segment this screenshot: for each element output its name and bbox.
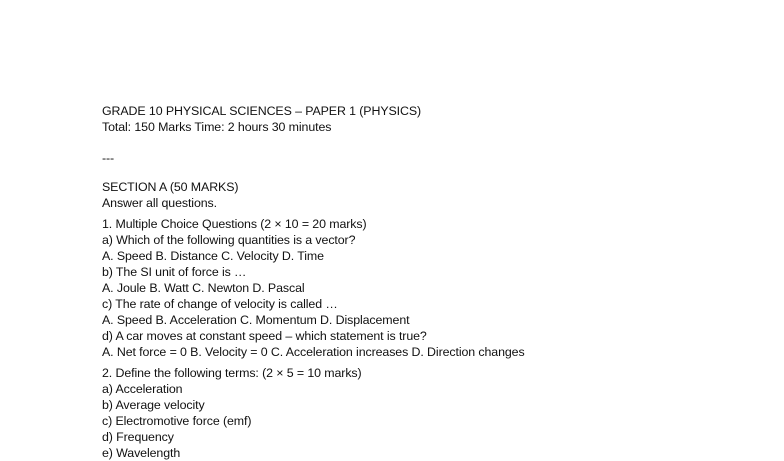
- document-body: [102, 103, 762, 461]
- question-2-heading: 2. Define the following terms: (2 × 5 = 10 marks): [102, 366, 362, 380]
- term-line: d) Frequency: [102, 430, 174, 444]
- paper-title: GRADE 10 PHYSICAL SCIENCES – PAPER 1 (PHYSICS): [102, 104, 422, 118]
- options-line: A. Speed B. Distance C. Velocity D. Time: [102, 249, 324, 263]
- term-line: a) Acceleration: [102, 382, 183, 396]
- term-line: e) Wavelength: [102, 446, 181, 460]
- section-a-heading: SECTION A (50 MARKS): [102, 180, 239, 194]
- separator: ---: [102, 151, 115, 165]
- question-line: d) A car moves at constant speed – which statement is true?: [102, 329, 427, 343]
- options-line: A. Net force = 0 B. Velocity = 0 C. Acceleration increases D. Direction changes: [102, 345, 525, 359]
- question-line: b) The SI unit of force is …: [102, 265, 247, 279]
- paper-meta: Total: 150 Marks Time: 2 hours 30 minutes: [102, 120, 332, 134]
- options-line: A. Speed B. Acceleration C. Momentum D. Displacement: [102, 313, 410, 327]
- section-a-instruction: Answer all questions.: [102, 196, 217, 210]
- question-line: a) Which of the following quantities is a vector?: [102, 233, 356, 247]
- term-line: c) Electromotive force (emf): [102, 414, 252, 428]
- question-1-heading: 1. Multiple Choice Questions (2 × 10 = 20 marks): [102, 217, 367, 231]
- question-line: c) The rate of change of velocity is called …: [102, 297, 338, 311]
- options-line: A. Joule B. Watt C. Newton D. Pascal: [102, 281, 305, 295]
- term-line: b) Average velocity: [102, 398, 205, 412]
